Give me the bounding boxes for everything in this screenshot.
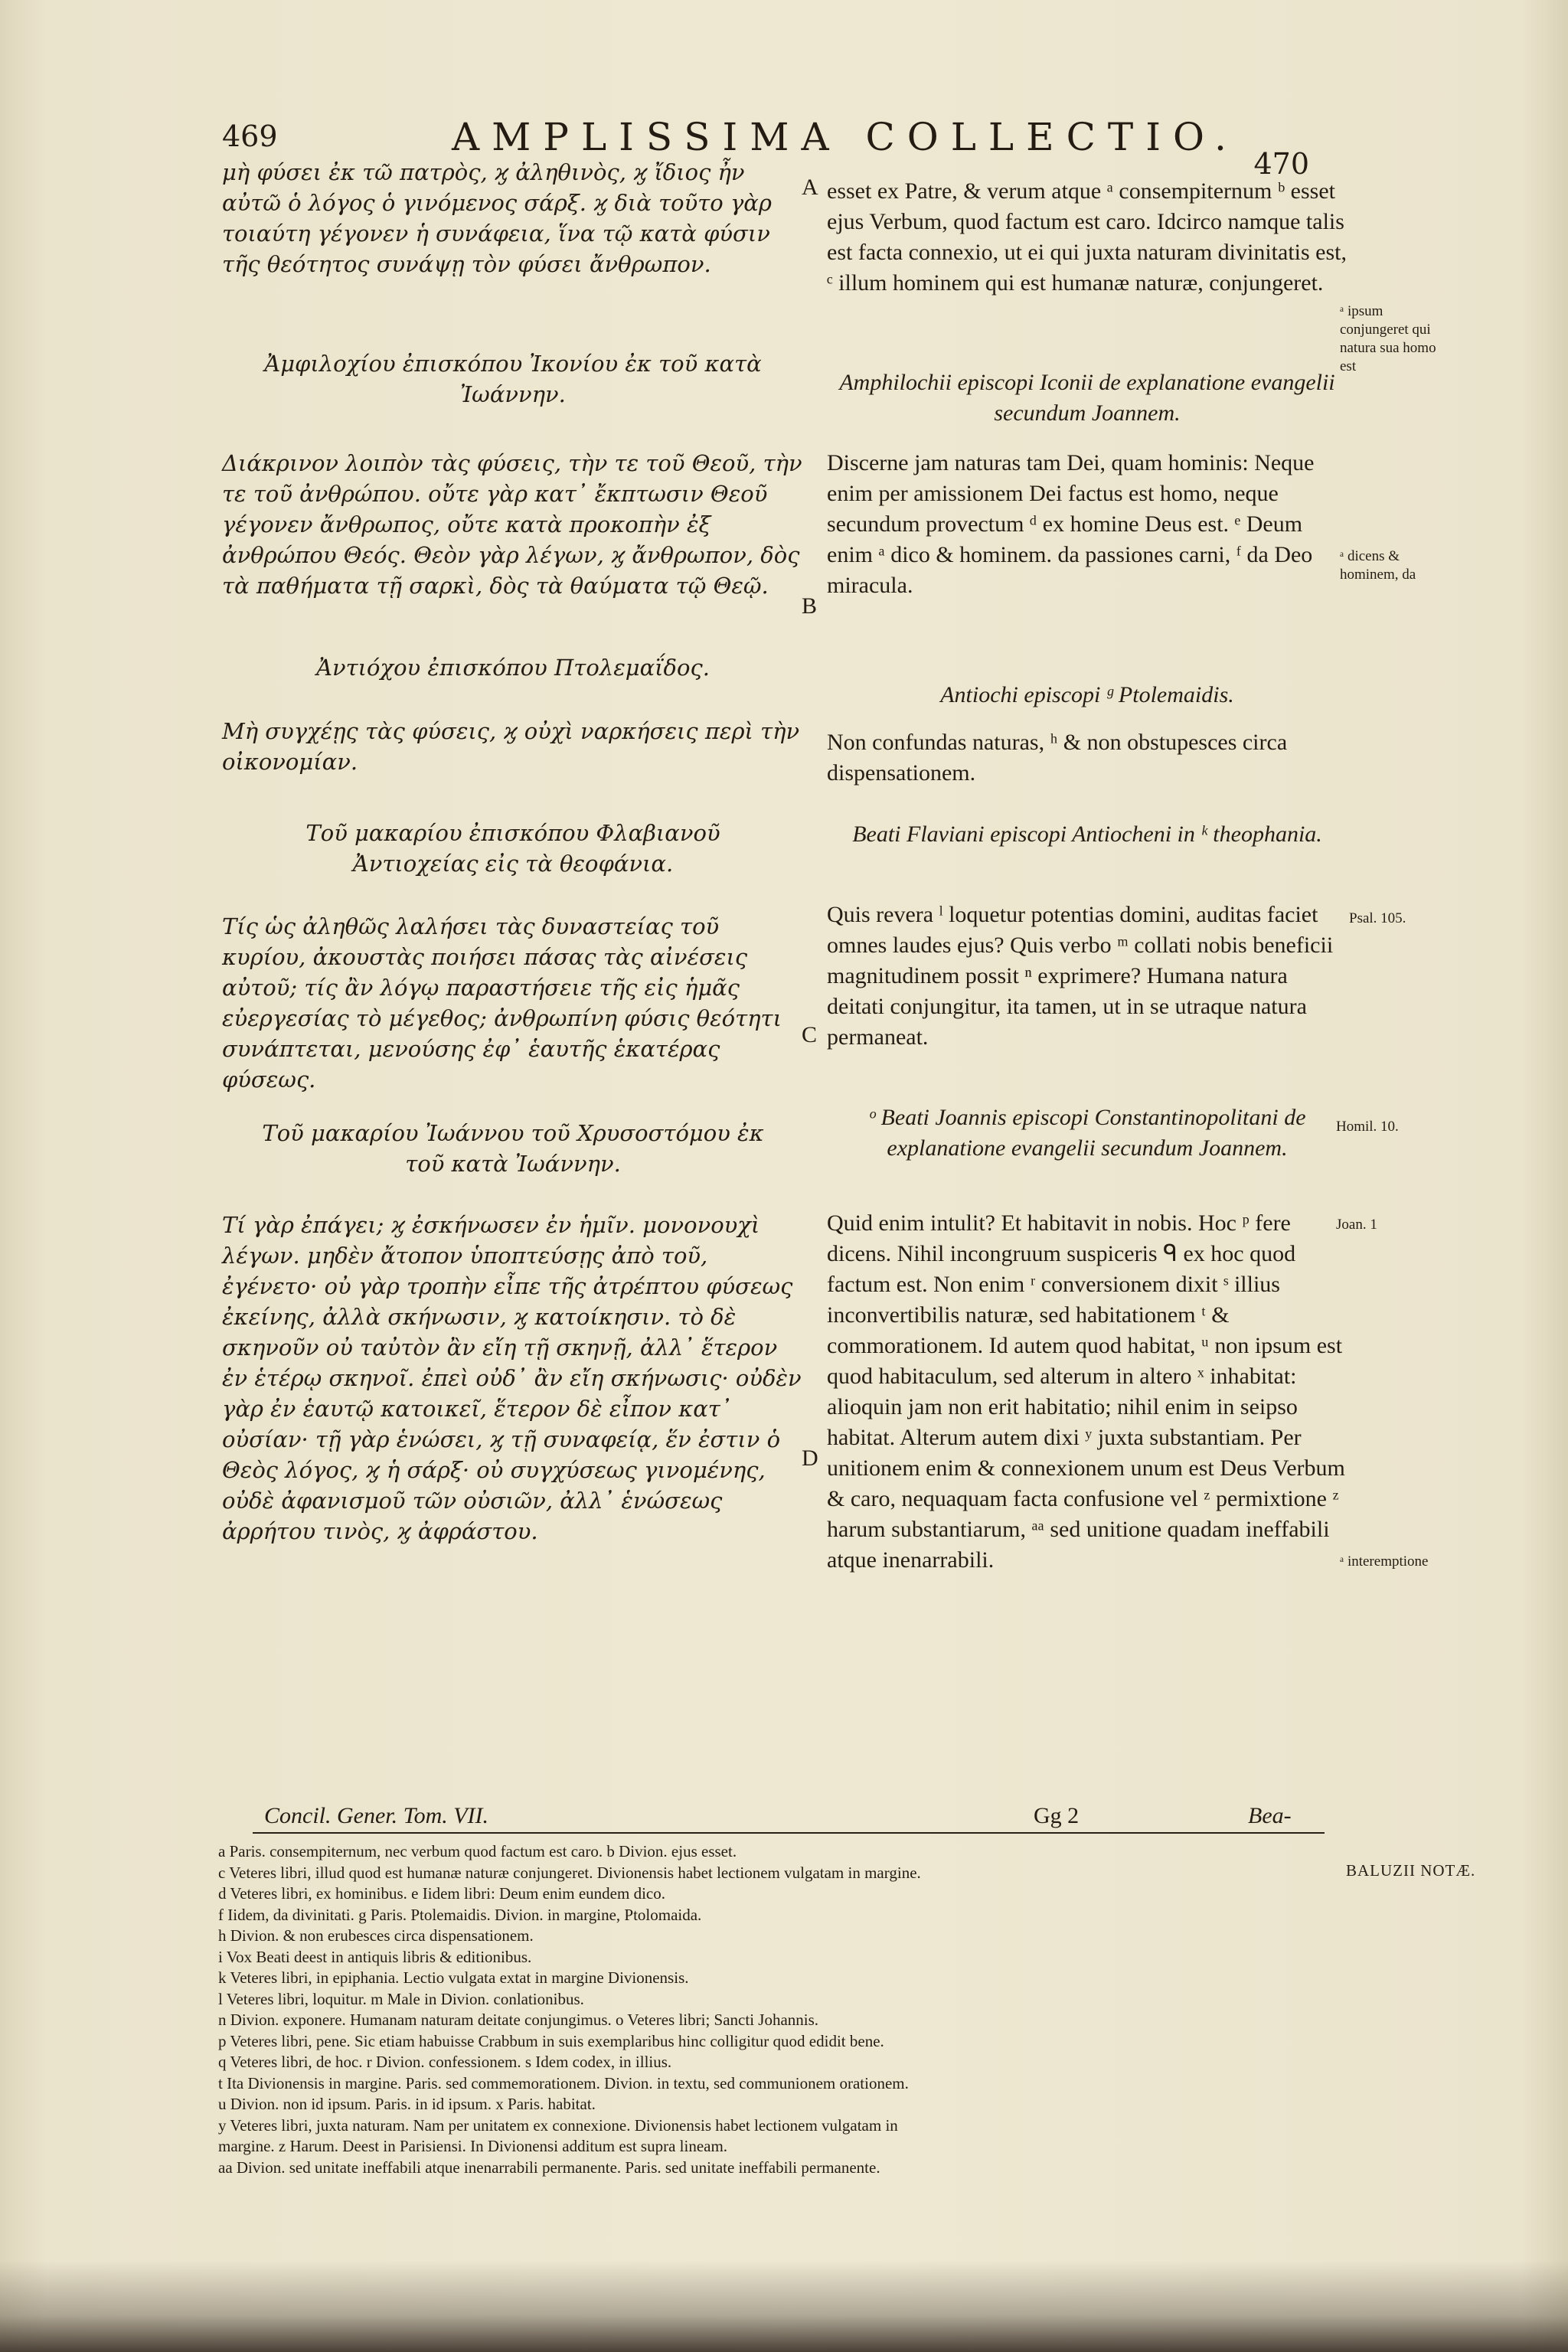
page-number-left: 469 <box>222 119 278 153</box>
footer-signature: Gg 2 <box>1034 1803 1080 1828</box>
side-note-6: ᵃ interemptione <box>1340 1553 1429 1570</box>
note-line: a Paris. consempiternum, nec verbum quod factum est caro. b Divion. ejus esset. <box>218 1842 737 1860</box>
greek-heading-chrysostom: Τοῦ μακαρίου Ἰωάννου τοῦ Χρυσοστόμου ἐκ τοῦ κατὰ Ἰωάννην. <box>262 1120 764 1177</box>
note-line: c Veteres libri, illud quod est humanæ naturæ conjungeret. Divionensis habet lectionem vulgatam in margine. <box>218 1863 921 1882</box>
side-note-1: ᵃ ipsum conjungeret qui natura sua homo est <box>1340 303 1436 374</box>
margin-marker-b: B <box>802 593 818 619</box>
margin-marker-c: C <box>802 1022 818 1047</box>
note-line: y Veteres libri, juxta naturam. Nam per unitatem ex connexione. Divionensis habet lectionem vulgatam in <box>218 2115 898 2135</box>
running-title: AMPLISSIMA COLLECTIO. <box>452 115 1239 159</box>
footer-rule <box>253 1832 1325 1834</box>
latin-heading-chrysostom: ᵒ Beati Joannis episcopi Constantinopolitani de explanatione evangelii secundum Joannem. <box>868 1105 1306 1161</box>
note-line: i Vox Beati deest in antiquis libris & editionibus. <box>218 1947 532 1966</box>
latin-intro: esset ex Patre, & verum atque ᵃ consempiternum ᵇ esset ejus Verbum, quod factum est caro. Idcirco namque talis est facta connexio, ut ei qui juxta naturam divinitatis est, ᶜ illum hominem qui est humanæ naturæ, conjungeret. <box>827 178 1347 296</box>
note-line: f Iidem, da divinitati. g Paris. Ptolemaidis. Divion. in margine, Ptolomaida. <box>218 1905 702 1924</box>
note-line: h Divion. & non erubesces circa dispensationem. <box>218 1926 534 1945</box>
footer-catchword: Bea- <box>1248 1803 1292 1828</box>
latin-heading-flavian: Beati Flaviani episcopi Antiocheni in ᵏ theophania. <box>852 822 1322 847</box>
note-line: margine. z Harum. Deest in Parisiensi. In Divionensi additum est supra lineam. <box>218 2137 728 2155</box>
latin-paragraph-antiochus: Non confundas naturas, ʰ & non obstupesces circa dispensationem. <box>827 730 1288 786</box>
greek-heading-antiochus: Ἀντιόχου ἐπισκόπου Πτολεμαΐδος. <box>316 655 710 681</box>
greek-paragraph-amphilochius: Διάκρινον λοιπὸν τὰς φύσεις, τὴν τε τοῦ Θεοῦ, τὴν τε τοῦ ἀνθρώπου. οὔτε γὰρ κατ᾽ ἔκπτωσιν Θεοῦ γέγονεν ἄνθρωπος, οὔτε κατὰ προκοπὴν ἐξ ἀνθρώπου Θεός. Θεὸν γὰρ λέγων, ϗ ἄνθρωπον, δὸς τὰ παθήματα τῇ σαρκὶ, δὸς τὰ θαύματα τῷ Θεῷ. <box>222 450 802 599</box>
side-note-2: ᵃ dicens & hominem, da <box>1340 548 1416 583</box>
note-line: k Veteres libri, in epiphania. Lectio vulgata extat in margine Divionensis. <box>218 1968 689 1987</box>
greek-heading-amphilochius: Ἀμφιλοχίου ἐπισκόπου Ἰκονίου ἐκ τοῦ κατὰ Ἰωάννην. <box>264 351 762 407</box>
baluze-notes <box>218 1841 1328 2178</box>
greek-paragraph-flavian: Τίς ὡς ἀληθῶς λαλήσει τὰς δυναστείας τοῦ κυρίου, ἀκουστὰς ποιήσει πάσας τὰς αἰνέσεις αὐτοῦ; τίς ἂν λόγῳ παραστήσειε τῆς εἰς ἡμᾶς εὐεργεσίας τὸ μέγεθος; ἀνθρωπίνη φύσις θεότητι συνάπτεται, μενούσης ἐφ᾽ ἑαυτῆς ἑκατέρας φύσεως. <box>222 913 782 1093</box>
side-note-5: Joan. 1 <box>1336 1217 1377 1233</box>
latin-paragraph-amphilochius: Discerne jam naturas tam Dei, quam hominis: Neque enim per amissionem Dei factus est homo, neque secundum provectum ᵈ ex homine Deus est. ᵉ Deum enim ᵃ dico & hominem. da passiones carni, ᶠ da Deo miracula. <box>827 450 1315 598</box>
latin-paragraph-chrysostom: Quid enim intulit? Et habitavit in nobis. Hoc ᵖ fere dicens. Nihil incongruum suspiceris ᑫ ex hoc quod factum est. Non enim ʳ conversionem dixit ˢ illius inconvertibilis naturæ, sed habitationem ᵗ & commorationem. Id autem quod habitat, ᵘ non ipsum est quod habitaculum, sed alterum in altero ˣ inhabitat: alioquin jam non erit habitatio; nihil enim in seipso habitat. Alterum autem dixi ʸ juxta substantiam. Per unitionem enim & connexionem unum est Deus Verbum & caro, nequaquam facta confusione vel ᶻ permixtione ᶻ harum substantiarum, ᵃᵃ sed unitione quadam ineffabili atque inenarrabili. <box>827 1210 1345 1573</box>
note-line: l Veteres libri, loquitur. m Male in Divion. conlationibus. <box>218 1989 584 2008</box>
greek-intro: μὴ φύσει ἐκ τῶ πατρὸς, ϗ ἀληθινὸς, ϗ ἴδιος ἦν αὐτῶ ὁ λόγος ὁ γινόμενος σάρξ. ϗ διὰ τοῦτο γὰρ τοιαύτη γέγονεν ἡ συνάφεια, ἵνα τῷ κατὰ φύσιν τῆς θεότητος συνάψῃ τὸν φύσει ἄνθρωπον. <box>222 159 772 277</box>
note-line: aa Divion. sed unitate ineffabili atque inenarrabili permanente. Paris. sed unitate ineffabili permanente. <box>218 2158 880 2177</box>
page-edge-shadow <box>0 2260 1568 2352</box>
note-line: t Ita Divionensis in margine. Paris. sed commemorationem. Divion. in textu, sed communionem orationem. <box>218 2073 909 2092</box>
side-note-3: Psal. 105. <box>1349 910 1406 926</box>
greek-paragraph-chrysostom: Τί γὰρ ἐπάγει; ϗ ἐσκήνωσεν ἐν ἡμῖν. μονονουχὶ λέγων. μηδὲν ἄτοπον ὑποπτεύσῃς ἀπὸ τοῦ, ἐγένετο· οὐ γὰρ τροπὴν εἶπε τῆς ἀτρέπτου φύσεως ἐκείνης, ἀλλὰ σκήνωσιν, ϗ κατοίκησιν. τὸ δὲ σκηνοῦν οὐ ταὐτὸν ἂν εἴη τῇ σκηνῇ, ἀλλ᾽ ἕτερον ἐν ἑτέρῳ σκηνοῖ. ἐπεὶ οὐδ᾽ ἂν εἴη σκήνωσις· οὐδὲν γὰρ ἐν ἑαυτῷ κατοικεῖ, ἕτερον δὲ εἶπον κατ᾽ οὐσίαν· τῇ γὰρ ἑνώσει, ϗ τῇ συναφείᾳ, ἕν ἐστιν ὁ Θεὸς λόγος, ϗ ἡ σάρξ· οὐ συγχύσεως γινομένης, οὐδὲ ἀφανισμοῦ τῶν οὐσιῶν, ἀλλ᾽ ἑνώσεως ἀρρήτου τινὸς, ϗ ἀφράστου. <box>222 1212 802 1544</box>
side-note-4: Homil. 10. <box>1336 1119 1399 1135</box>
footer-volume: Concil. Gener. Tom. VII. <box>264 1803 489 1828</box>
greek-heading-flavian: Τοῦ μακαρίου ἐπισκόπου Φλαβιανοῦ Ἀντιοχείας εἰς τὰ θεοφάνια. <box>305 820 720 877</box>
greek-paragraph-antiochus: Μὴ συγχέῃς τὰς φύσεις, ϗ οὐχὶ ναρκήσεις περὶ τὴν οἰκονομίαν. <box>222 718 800 775</box>
margin-marker-a: A <box>802 175 818 200</box>
note-line: p Veteres libri, pene. Sic etiam habuisse Crabbum in suis exemplaribus hinc colligitur quod edidit bene. <box>218 2031 884 2050</box>
note-line: q Veteres libri, de hoc. r Divion. confessionem. s Idem codex, in illius. <box>218 2053 672 2071</box>
note-line: d Veteres libri, ex hominibus. e Iidem libri: Deum enim eundem dico. <box>218 1884 665 1903</box>
note-line: n Divion. exponere. Humanam naturam deitate conjungimus. o Veteres libri; Sancti Johannis. <box>218 2011 819 2029</box>
latin-heading-amphilochius: Amphilochii episcopi Iconii de explanatione evangelii secundum Joannem. <box>839 370 1335 426</box>
margin-marker-d: D <box>802 1446 818 1471</box>
note-line: u Divion. non id ipsum. Paris. in id ipsum. x Paris. habitat. <box>218 2095 596 2113</box>
latin-heading-antiochus: Antiochi episcopi ᵍ Ptolemaidis. <box>940 682 1234 707</box>
notes-label: BALUZII NOTÆ. <box>1346 1861 1476 1880</box>
latin-paragraph-flavian: Quis revera ˡ loquetur potentias domini, auditas faciet omnes laudes ejus? Quis verbo ᵐ collati nobis beneficii magnitudinem possit ⁿ exprimere? Humana natura deitati conjungitur, ita tamen, ut in se utraque natura permaneat. <box>827 902 1334 1050</box>
page-number-right: 470 <box>1253 147 1309 181</box>
